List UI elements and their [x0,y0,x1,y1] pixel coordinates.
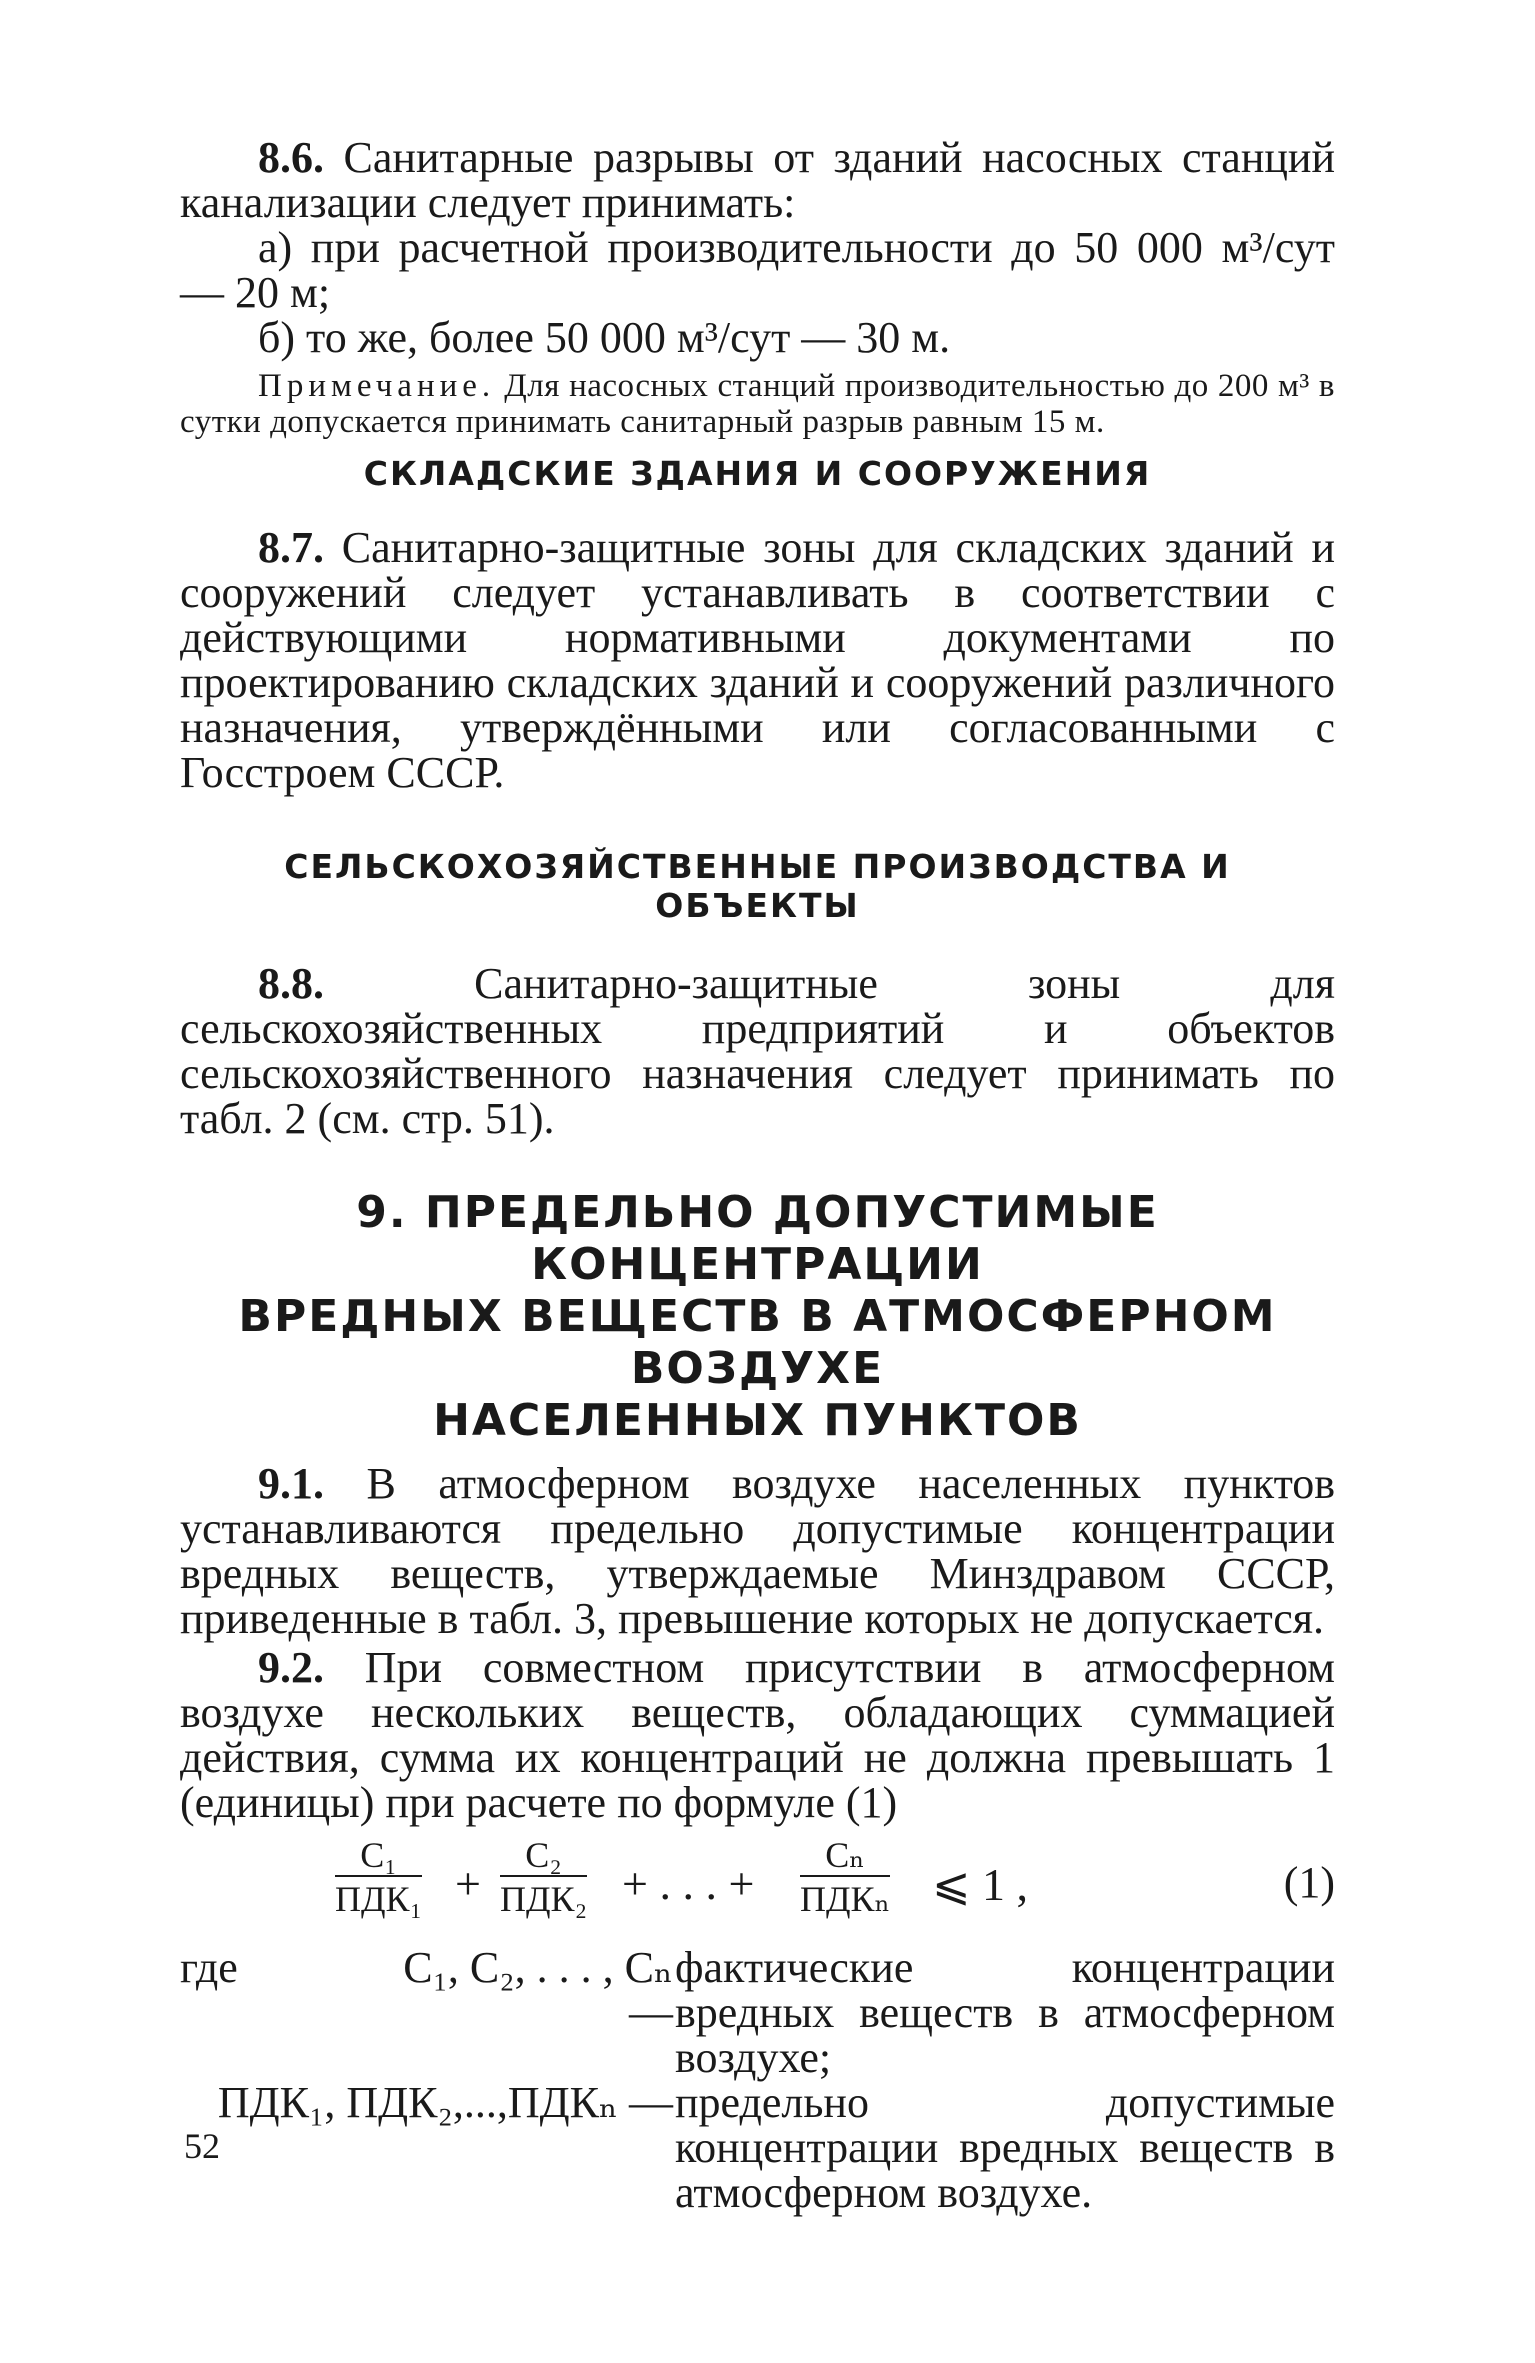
plus-sign: + [455,1858,481,1909]
section-number: 8.7. [258,523,324,572]
note [180,368,1335,440]
chapter-heading [180,1187,1335,1447]
fraction-denominator: ПДКₙ [800,1879,891,1919]
definition-text: предельно допустимые концентрации вредных веществ в атмосферном воздухе. [675,2078,1335,2217]
section-number: 9.1. [258,1459,324,1508]
paragraph-9-2 [180,1645,1335,1825]
definitions [180,1945,1335,2215]
heading-agriculture: СЕЛЬСКОХОЗЯЙСТВЕННЫЕ ПРОИЗВОДСТВА И ОБЪЕКТЫ [284,847,1231,925]
where-label: где [180,1943,238,1992]
definition-row-2 [180,2080,1335,2215]
note-label: Примечание. [258,368,496,404]
fraction-numerator: C₁ [335,1835,422,1877]
chapter-heading-line1: 9. ПРЕДЕЛЬНО ДОПУСТИМЫЕ КОНЦЕНТРАЦИИ [356,1187,1159,1290]
paragraph-8-6 [180,135,1335,225]
definition-text: фактические концентрации вредных веществ в атмосферном воздухе; [675,1943,1335,2082]
section-number: 9.2. [258,1643,324,1692]
fraction-numerator: C₂ [500,1835,587,1877]
fraction-denominator: ПДК₂ [500,1879,588,1919]
section-number: 8.6. [258,133,324,182]
equation-number: (1) [1283,1858,1335,1907]
paragraph-8-7 [180,525,1335,795]
ellipsis-sum: + . . . + [622,1858,755,1909]
paragraph-text: Санитарно-защитные зоны для складских зданий и сооружений следует устанавливать в соответствии с действующими нормативными документами по проектированию складских зданий и сооружений различного назначения, утверждёнными или согласованными с Госстроем СССР. [180,523,1335,797]
list-item-a: а) при расчетной производительности до 50 000 м³/сут — 20 м; [180,223,1335,317]
document-page [180,135,1335,2215]
section-number: 8.8. [258,959,324,1008]
paragraph-text: При совместном присутствии в атмосферном воздухе нескольких веществ, обладающих суммацией действия, сумма их концентраций не должна превышать 1 (единицы) при расчете по формуле (1) [180,1643,1335,1827]
paragraph-8-8 [180,961,1335,1141]
definition-symbol: ПДК₁, ПДК₂,...,ПДКₙ — [217,2078,673,2127]
definition-symbol: C₁, C₂, . . . , Cₙ — [403,1943,673,2037]
paragraph-text: Санитарные разрывы от зданий насосных станций канализации следует принимать: [180,133,1336,227]
fraction-n [800,1835,890,1921]
chapter-heading-line3: НАСЕЛЕННЫХ ПУНКТОВ [433,1395,1082,1446]
paragraph-9-1 [180,1461,1335,1641]
paragraph-text: Санитарно-защитные зоны для сельскохозяйственных предприятий и объектов сельскохозяйственного назначения следует принимать по табл. 2 (см. стр. 51). [180,959,1335,1143]
page-number: 52 [184,2126,220,2166]
fraction-2 [500,1835,587,1921]
chapter-heading-line2: ВРЕДНЫХ ВЕЩЕСТВ В АТМОСФЕРНОМ ВОЗДУХЕ [238,1291,1277,1394]
paragraph-text: В атмосферном воздухе населенных пунктов устанавливаются предельно допустимые концентрации вредных веществ, утверждаемые Минздравом СССР, приведенные в табл. 3, превышение которых не допускается. [180,1459,1335,1643]
fraction-denominator: ПДК₁ [335,1879,423,1919]
fraction-numerator: Cₙ [800,1835,890,1877]
heading-warehouse: СКЛАДСКИЕ ЗДАНИЯ И СООРУЖЕНИЯ [363,454,1152,493]
note-text: Для насосных станций производительностью до 200 м³ в сутки допускается принимать санитарный разрыв равным 15 м. [180,368,1335,440]
fraction-1 [335,1835,422,1921]
definition-row-1 [180,1945,1335,2080]
formula [180,1835,1335,1945]
list-item-b: б) то же, более 50 000 м³/сут — 30 м. [258,313,951,362]
less-equal-one: ⩽ 1 , [932,1859,1029,1910]
